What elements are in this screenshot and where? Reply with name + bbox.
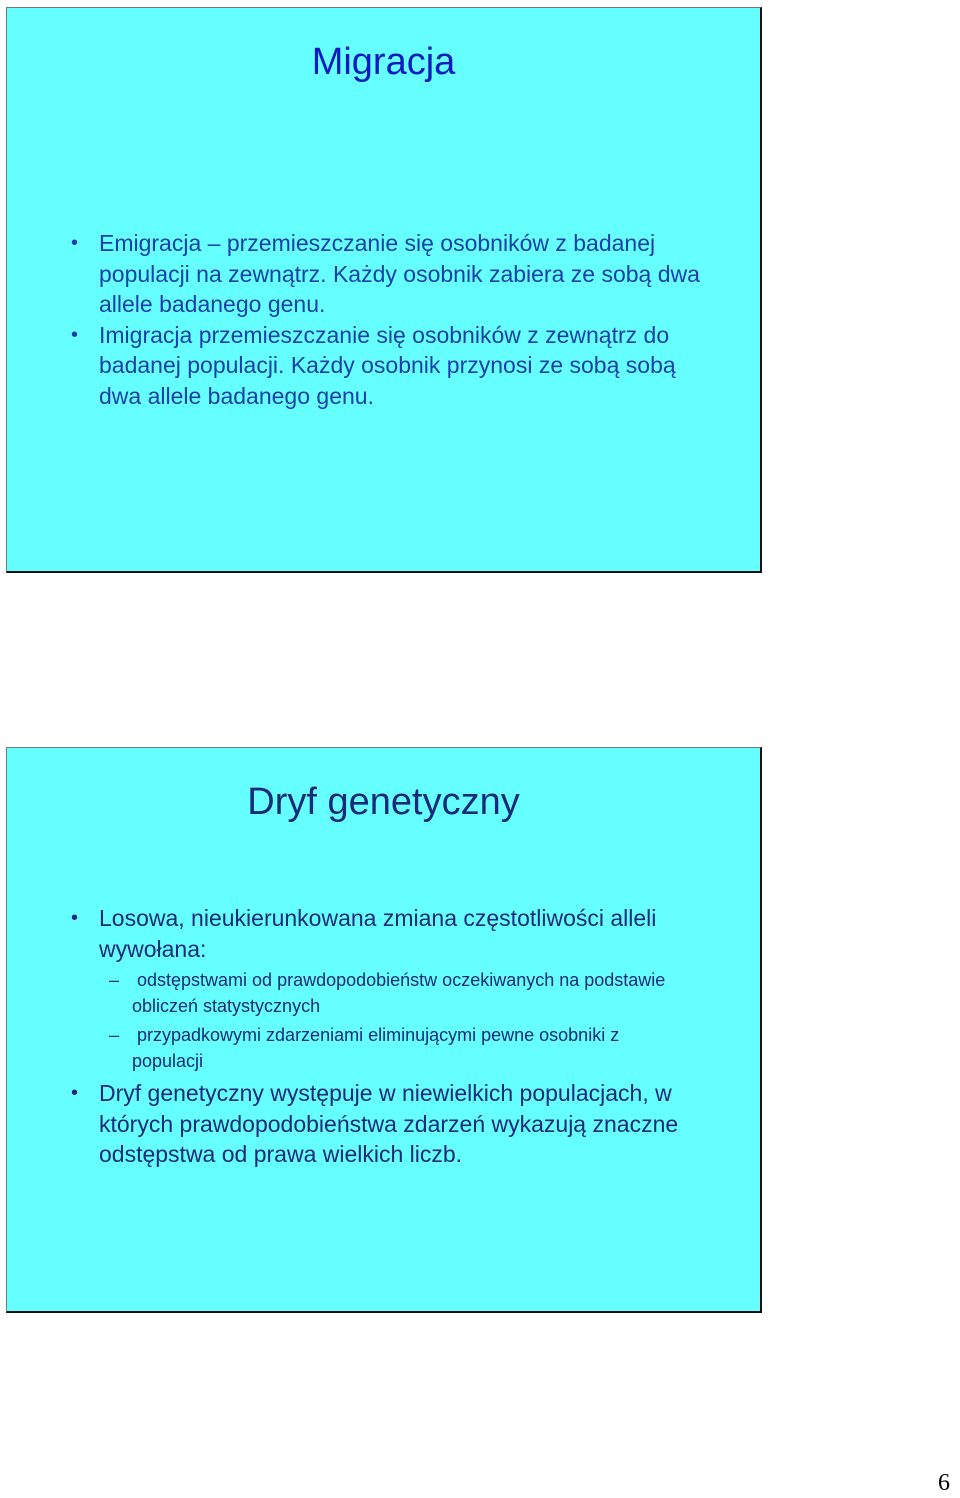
sub-bullet-text: przypadkowymi zdarzeniami eliminującymi pewne osobniki z populacji (132, 1025, 620, 1071)
dash-icon: – (109, 1025, 120, 1045)
bullet-text: Emigracja – przemieszczanie się osobników z badanej populacji na zewnątrz. Każdy osobnik zabiera ze sobą dwa allele badanego genu. (99, 230, 700, 317)
bullet-text: Losowa, nieukierunkowana zmiana częstotliwości alleli wywołana: (99, 905, 657, 962)
sub-bullet-item (7, 967, 720, 1019)
bullet-item (7, 228, 760, 320)
slide-dryf-genetyczny (6, 747, 762, 1313)
bullet-dot-icon: • (71, 323, 79, 346)
bullet-item (7, 320, 760, 412)
bullet-item (7, 903, 760, 1074)
sub-bullet-list (99, 967, 720, 1074)
bullet-list (7, 903, 760, 1170)
bullet-dot-icon: • (71, 232, 79, 254)
bullet-dot-icon: • (71, 907, 79, 929)
slide-migracja (6, 7, 762, 573)
bullet-list (7, 228, 760, 411)
bullet-item (7, 1078, 760, 1170)
slide-title: Dryf genetyczny (247, 781, 520, 823)
bullet-dot-icon: • (71, 1082, 79, 1104)
bullet-text: Imigracja przemieszczanie się osobników z zewnątrz do badanej populacji. Każdy osobnik przynosi ze sobą sobą dwa allele badanego genu. (99, 321, 676, 409)
page-number: 6 (938, 1470, 950, 1496)
slide-title: Migracja (311, 41, 456, 83)
dash-icon: – (109, 970, 120, 990)
bullet-text: Dryf genetyczny występuje w niewielkich populacjach, w których prawdopodobieństwa zdarzeń wykazują znaczne odstępstwa od prawa wielkich liczb. (99, 1080, 679, 1167)
sub-bullet-text: odstępstwami od prawdopodobieństw oczekiwanych na podstawie obliczeń statystycznych (132, 970, 666, 1016)
sub-bullet-item (7, 1022, 720, 1074)
